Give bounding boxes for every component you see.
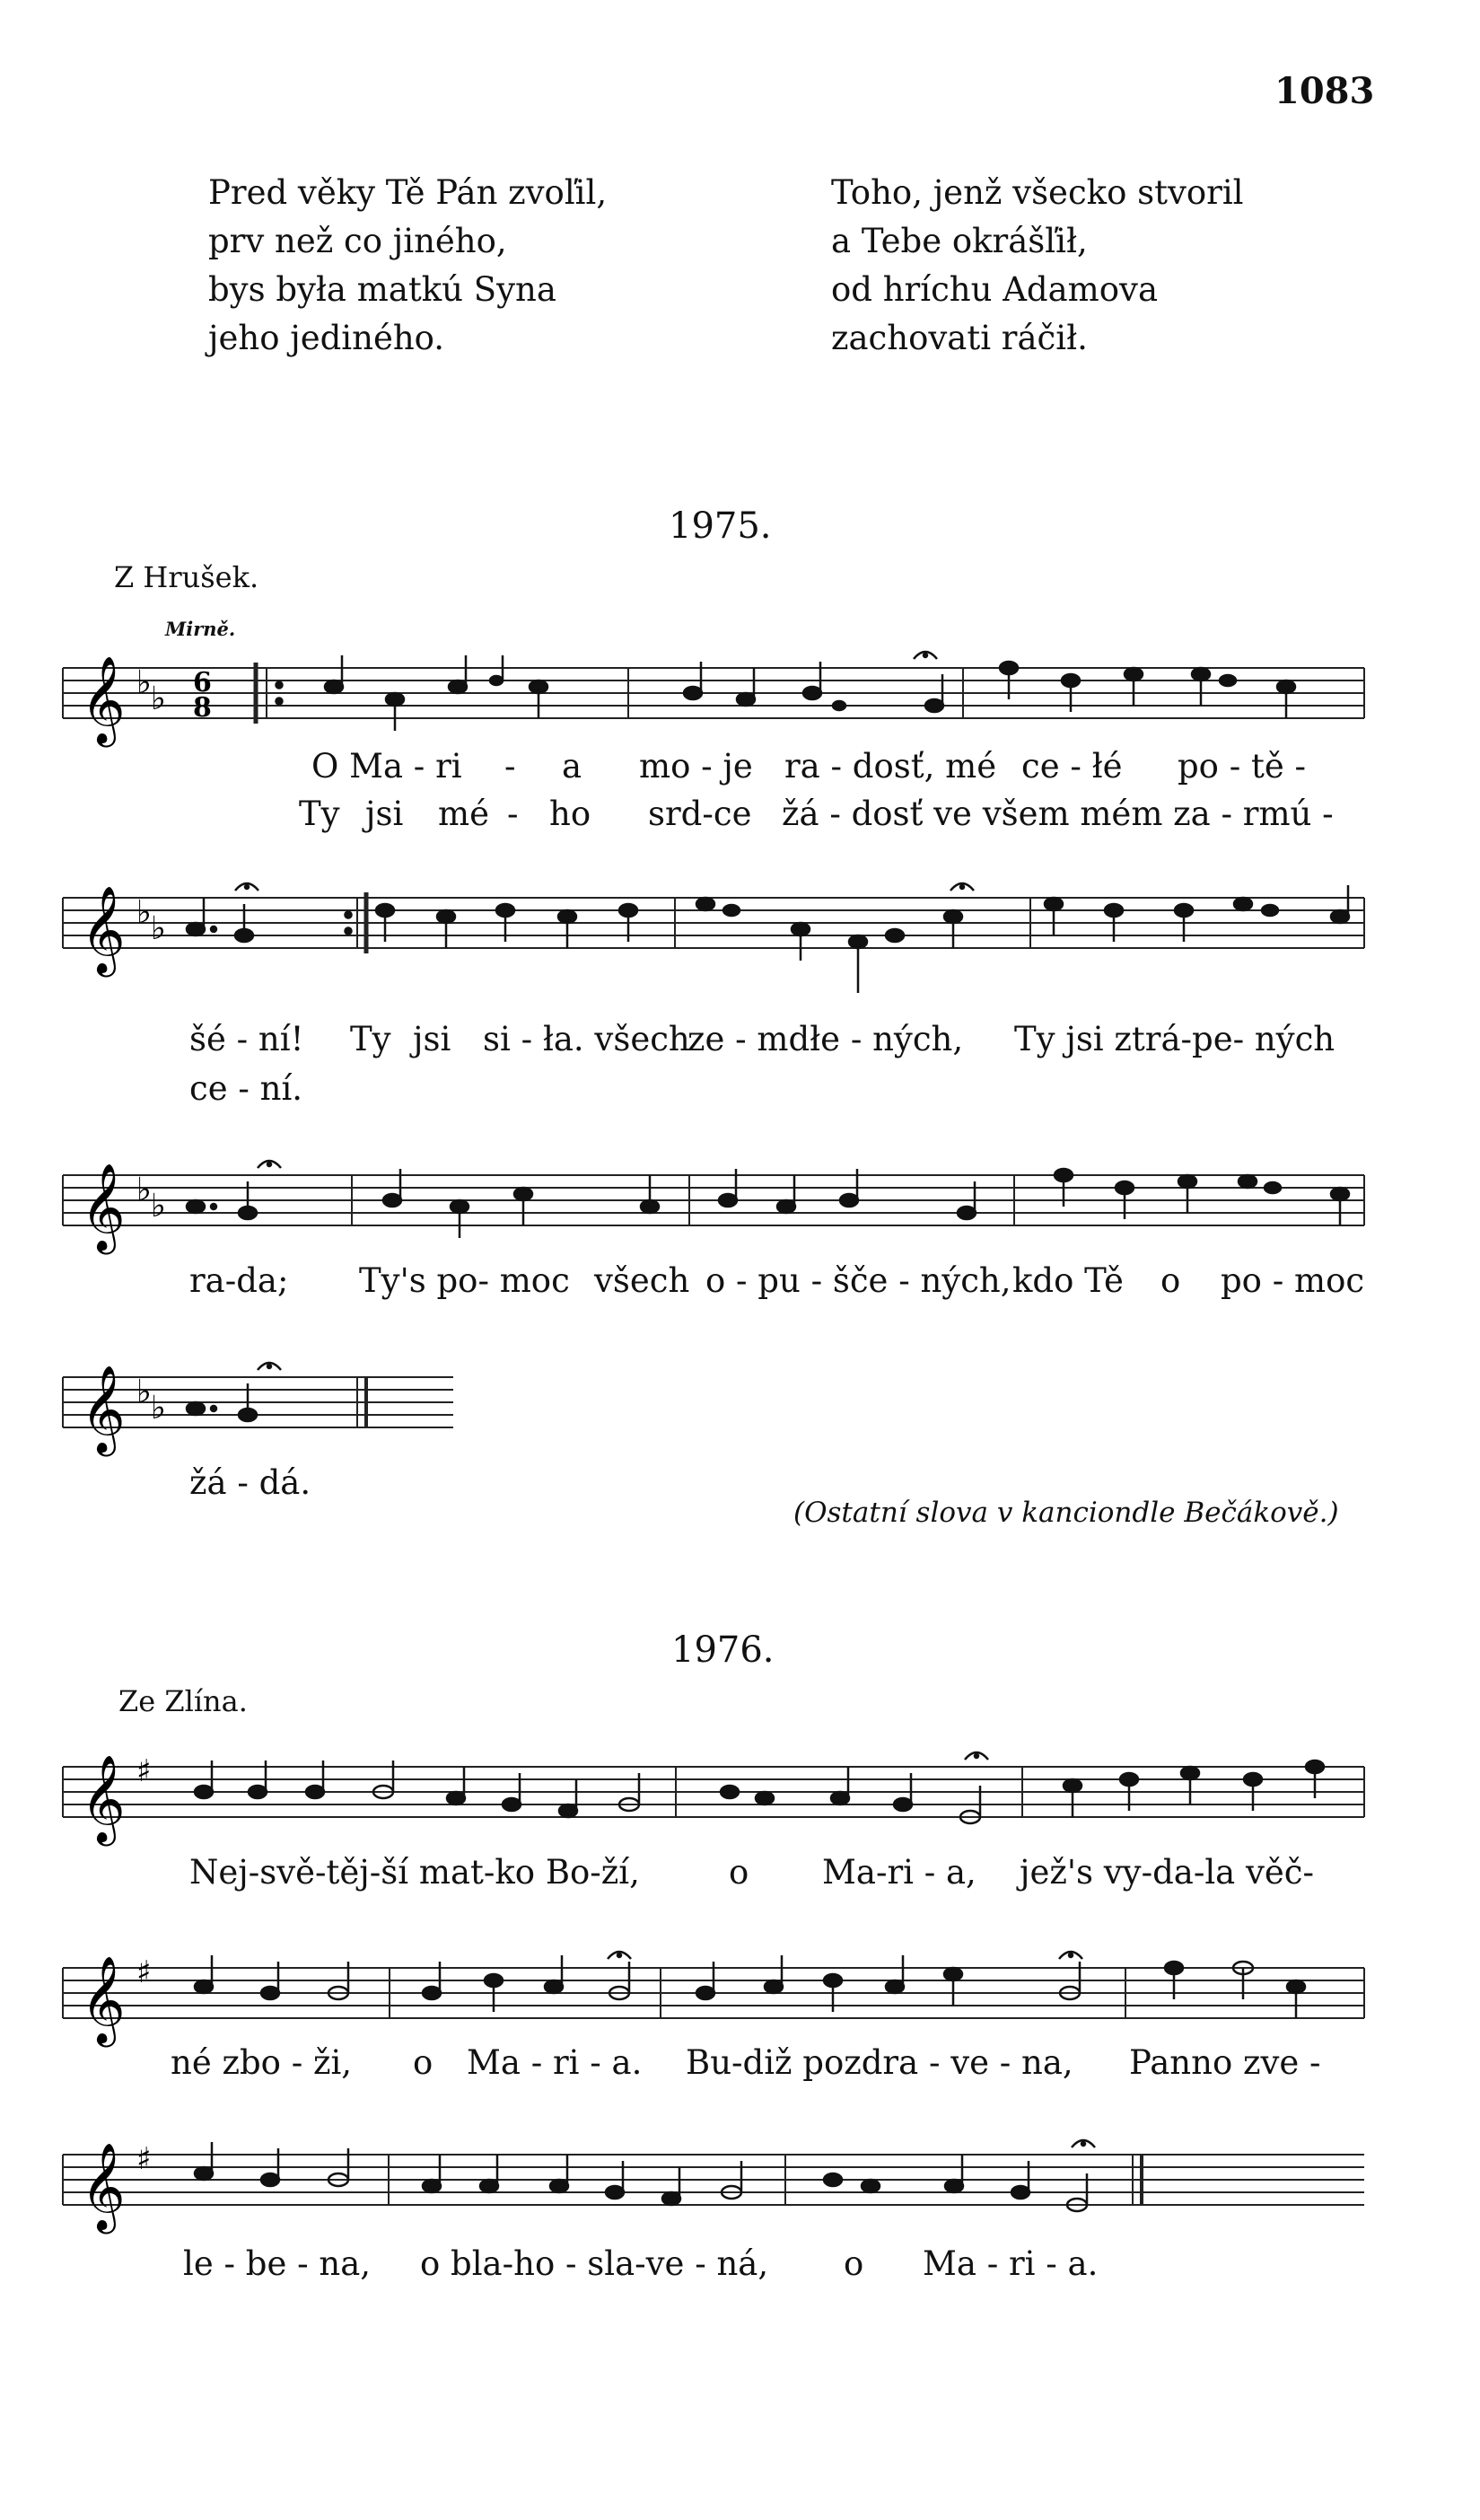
svg-text:♭: ♭	[151, 1390, 166, 1427]
svg-text:♭: ♭	[136, 894, 152, 931]
svg-text:♭: ♭	[136, 1172, 152, 1208]
svg-text:𝄞: 𝄞	[81, 1163, 126, 1251]
lyric: le - be - na,	[183, 2244, 372, 2283]
treble-clef-icon	[81, 1955, 126, 2047]
svg-text:♭: ♭	[151, 680, 166, 717]
lyric: né zbo - ži,	[171, 2043, 353, 2082]
music-staff	[0, 2133, 1480, 2232]
lyrics-line	[0, 2244, 1480, 2289]
lyric: a	[562, 747, 582, 786]
lyric: Ma-ri - a,	[822, 1853, 976, 1892]
lyrics-line	[0, 1261, 1480, 1306]
music-staff	[0, 1154, 1480, 1252]
verse-right	[831, 169, 1244, 363]
fermata-icon	[1072, 2140, 1095, 2147]
lyric: všech	[594, 1261, 690, 1300]
time-signature	[193, 667, 212, 724]
verse-line: Toho, jenž všecko stvoril	[831, 173, 1244, 212]
verse-line: zachovati ráčił.	[831, 319, 1088, 357]
fermata-icon	[608, 1952, 1082, 1959]
lyric: kdo Tě	[1012, 1261, 1124, 1300]
lyrics-line	[0, 1853, 1480, 1898]
song-number: 1976.	[671, 1629, 775, 1671]
tempo-marking: Mirně.	[165, 618, 236, 640]
svg-text:𝄞: 𝄞	[81, 1754, 126, 1842]
note-group	[195, 2142, 1087, 2211]
flat-icon	[136, 664, 166, 717]
lyric: jsi	[365, 795, 404, 833]
lyric: Ma - ri - a.	[467, 2043, 643, 2082]
lyric: mo - je	[639, 747, 753, 786]
lyric: žá - dosť ve všem mém za - rmú -	[782, 795, 1334, 833]
lyric: si - ła. všech	[483, 1020, 690, 1058]
svg-text:𝄞: 𝄞	[81, 2142, 126, 2230]
verse-line: Pred věky Tě Pán zvoľil,	[208, 173, 608, 212]
lyric: ra - dosť, mé	[784, 747, 997, 786]
svg-text:𝄞: 𝄞	[81, 885, 126, 973]
svg-text:𝄞: 𝄞	[81, 655, 126, 743]
treble-clef-icon	[81, 655, 126, 747]
lyric: ho	[549, 795, 591, 833]
music-staff	[0, 1745, 1480, 1844]
lyric: žá - dá.	[189, 1463, 311, 1502]
verse-line: a Tebe okrášľił,	[831, 222, 1088, 260]
fermata-icon	[965, 1752, 988, 1760]
lyric: o	[413, 2043, 433, 2082]
lyric: Ty	[350, 1020, 391, 1058]
lyric: o	[844, 2244, 864, 2283]
source-note: (Ostatní slova v kanciondle Bečákově.)	[793, 1497, 1339, 1529]
sharp-icon	[136, 2141, 151, 2177]
lyric: po - tě -	[1178, 747, 1307, 786]
treble-clef-icon	[81, 1163, 126, 1254]
lyric: šé - ní!	[189, 1020, 304, 1058]
sharp-icon	[136, 1954, 151, 1990]
lyric: o	[1160, 1261, 1181, 1300]
lyrics-line	[0, 747, 1480, 792]
verse-line: jeho jediného.	[208, 319, 445, 357]
music-staff	[0, 646, 1480, 745]
svg-text:♭: ♭	[136, 664, 152, 701]
flat-icon	[136, 1172, 166, 1225]
lyric: ce - łé	[1021, 747, 1123, 786]
lyric: Ty's po- moc	[359, 1261, 570, 1300]
treble-clef-icon	[81, 1754, 126, 1846]
fermata-icon	[914, 652, 937, 659]
treble-clef-icon	[81, 2142, 126, 2234]
lyric: O Ma - ri	[311, 747, 462, 786]
verse-line: bys była matkú Syna	[208, 270, 556, 309]
music-staff	[0, 1946, 1480, 2045]
svg-text:6: 6	[193, 667, 212, 698]
lyric: Bu-diž pozdra - ve - na,	[686, 2043, 1073, 2082]
song-origin: Ze Zlína.	[118, 1684, 248, 1718]
fermata-icon	[258, 1161, 281, 1168]
flat-icon	[136, 1374, 166, 1427]
svg-text:𝄞: 𝄞	[81, 1955, 126, 2043]
svg-text:𝄞: 𝄞	[81, 1365, 126, 1453]
svg-text:♯: ♯	[136, 1954, 152, 1990]
lyrics-line	[0, 1069, 1480, 1114]
lyric: po - moc	[1221, 1261, 1365, 1300]
treble-clef-icon	[81, 885, 126, 977]
svg-text:8: 8	[193, 692, 212, 724]
lyrics-line	[0, 1020, 1480, 1065]
note-group	[195, 1955, 1305, 2018]
lyric: -	[507, 795, 519, 833]
sharp-icon	[136, 1753, 151, 1789]
lyric: ra-da;	[189, 1261, 289, 1300]
lyric: jež's vy-da-la věč-	[1020, 1853, 1315, 1892]
svg-text:♯: ♯	[136, 2141, 152, 2177]
lyrics-line	[0, 2043, 1480, 2088]
lyric: ze - mdłe - ných,	[687, 1020, 964, 1058]
lyric: Nej-svě-těj-ší mat-ko Bo-ží,	[189, 1853, 640, 1892]
lyric: Panno zve -	[1129, 2043, 1321, 2082]
lyric: jsi	[413, 1020, 451, 1058]
lyric: -	[504, 747, 516, 786]
verse-line: prv než co jiného,	[208, 222, 507, 260]
verse-line: od hríchu Adamova	[831, 270, 1159, 309]
flat-icon	[136, 894, 166, 947]
note-group	[187, 1169, 1349, 1238]
note-group	[187, 885, 1349, 993]
lyric: mé	[438, 795, 489, 833]
svg-text:♯: ♯	[136, 1753, 152, 1789]
fermata-icon	[258, 1363, 281, 1370]
lyric: srd-ce	[648, 795, 752, 833]
music-staff	[0, 876, 1480, 1020]
song-number: 1975.	[669, 505, 772, 547]
svg-text:♭: ♭	[151, 1188, 166, 1225]
lyric: o bla-ho - sla-ve - ná,	[420, 2244, 769, 2283]
song-origin: Z Hrušek.	[114, 560, 259, 594]
treble-clef-icon	[81, 1365, 126, 1456]
page-number: 1083	[1274, 70, 1375, 112]
music-staff	[0, 1356, 503, 1454]
lyric: o - pu - šče - ných,	[705, 1261, 1011, 1300]
lyric: Ma - ri - a.	[923, 2244, 1099, 2283]
svg-text:♭: ♭	[136, 1374, 152, 1410]
lyric: Ty jsi ztrá-pe- ných	[1014, 1020, 1336, 1058]
lyric: ce - ní.	[189, 1069, 303, 1108]
lyrics-line	[0, 795, 1480, 839]
verse-left	[208, 169, 607, 363]
fermata-icon	[235, 883, 974, 891]
lyric: o	[729, 1853, 749, 1892]
lyric: Ty	[299, 795, 340, 833]
svg-text:♭: ♭	[151, 910, 166, 947]
